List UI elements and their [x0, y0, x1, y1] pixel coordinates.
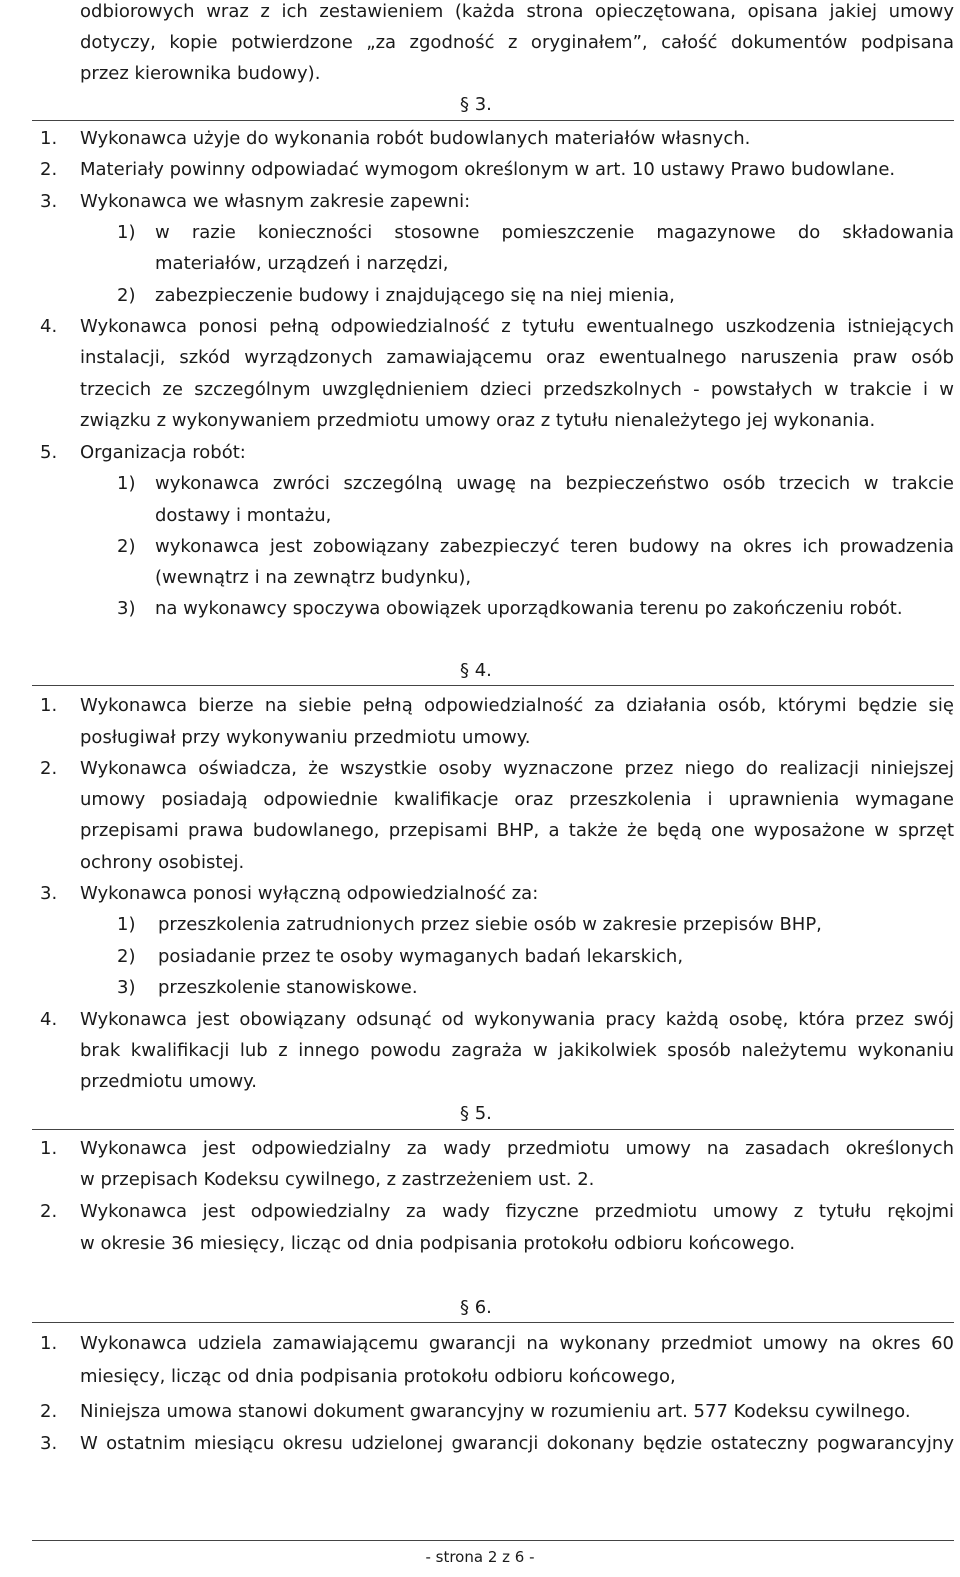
- footer-divider: [32, 1540, 954, 1541]
- paragraph-continuation: ochrony osobistej.: [80, 852, 245, 873]
- paragraph-continuation: instalacji, szkód wyrządzonych zamawiającemu oraz ewentualnego naruszenia praw osób: [80, 347, 954, 368]
- section-divider: [32, 685, 954, 686]
- paragraph: 3. Wykonawca ponosi wyłączną odpowiedzialność za:: [40, 883, 539, 904]
- page-number: - strona 2 z 6 -: [425, 1548, 535, 1566]
- paragraph: 4. Wykonawca jest obowiązany odsunąć od wykonywania pracy każdą osobę, która przez swój: [40, 1009, 954, 1030]
- list-item: 1) w razie konieczności stosowne pomieszczenie magazynowe do składowania: [117, 222, 954, 243]
- paragraph-continuation: posługiwał przy wykonywaniu przedmiotu umowy.: [80, 727, 531, 748]
- paragraph: 1. Wykonawca udziela zamawiającemu gwarancji na wykonany przedmiot umowy na okres 60: [40, 1333, 954, 1354]
- paragraph: 2. Wykonawca oświadcza, że wszystkie osoby wyznaczone przez niego do realizacji niniejszej: [40, 758, 954, 779]
- paragraph: 1. Wykonawca bierze na siebie pełną odpowiedzialność za działania osób, którymi będzie się: [40, 695, 954, 716]
- paragraph: 4. Wykonawca ponosi pełną odpowiedzialność z tytułu ewentualnego uszkodzenia istniejących: [40, 316, 954, 337]
- paragraph-continuation: w okresie 36 miesięcy, licząc od dnia podpisania protokołu odbioru końcowego.: [80, 1233, 796, 1254]
- list-item: 3) na wykonawcy spoczywa obowiązek uporządkowania terenu po zakończeniu robót.: [117, 598, 903, 619]
- paragraph-continuation: umowy posiadają odpowiednie kwalifikacje oraz przeszkolenia i uprawnienia wymagane: [80, 789, 954, 810]
- paragraph-continuation: związku z wykonywaniem przedmiotu umowy oraz z tytułu nienależytego jej wykonania.: [80, 410, 876, 431]
- text-line: przez kierownika budowy).: [80, 63, 321, 84]
- list-item: 1) wykonawca zwróci szczególną uwagę na bezpieczeństwo osób trzecich w trakcie: [117, 473, 954, 494]
- paragraph: 3. W ostatnim miesiącu okresu udzielonej gwarancji dokonany będzie ostateczny pogwarancyjny: [40, 1433, 954, 1454]
- section-heading-3: § 3.: [460, 94, 492, 115]
- paragraph: 2. Wykonawca jest odpowiedzialny za wady fizyczne przedmiotu umowy z tytułu rękojmi: [40, 1201, 954, 1222]
- list-item-continuation: dostawy i montażu,: [155, 505, 332, 526]
- list-item: 2) wykonawca jest zobowiązany zabezpieczyć teren budowy na okres ich prowadzenia: [117, 536, 954, 557]
- paragraph-continuation: brak kwalifikacji lub z innego powodu zagraża w jakikolwiek sposób należytemu wykonaniu: [80, 1040, 954, 1061]
- section-divider: [32, 1129, 954, 1130]
- paragraph-continuation: przepisami prawa budowlanego, przepisami BHP, a także że będą one wyposażone w sprzęt: [80, 820, 954, 841]
- section-divider: [32, 1322, 954, 1323]
- paragraph: 1. Wykonawca użyje do wykonania robót budowlanych materiałów własnych.: [40, 128, 751, 149]
- text-line: dotyczy, kopie potwierdzone „za zgodność z oryginałem”, całość dokumentów podpisana: [80, 32, 954, 53]
- section-heading-5: § 5.: [460, 1103, 492, 1124]
- paragraph-continuation: przedmiotu umowy.: [80, 1071, 257, 1092]
- list-item: 2) posiadanie przez te osoby wymaganych badań lekarskich,: [117, 946, 684, 967]
- list-item: 3) przeszkolenie stanowiskowe.: [117, 977, 418, 998]
- list-item-continuation: materiałów, urządzeń i narzędzi,: [155, 253, 449, 274]
- section-heading-4: § 4.: [460, 660, 492, 681]
- paragraph-continuation: trzecich ze szczególnym uwzględnieniem dzieci przedszkolnych - powstałych w trakcie i w: [80, 379, 954, 400]
- paragraph: 2. Materiały powinny odpowiadać wymogom określonym w art. 10 ustawy Prawo budowlane.: [40, 159, 896, 180]
- paragraph-continuation: w przepisach Kodeksu cywilnego, z zastrzeżeniem ust. 2.: [80, 1169, 595, 1190]
- section-divider: [32, 120, 954, 121]
- paragraph: 3. Wykonawca we własnym zakresie zapewni:: [40, 191, 471, 212]
- list-item: 2) zabezpieczenie budowy i znajdującego się na niej mienia,: [117, 285, 675, 306]
- paragraph: 2. Niniejsza umowa stanowi dokument gwarancyjny w rozumieniu art. 577 Kodeksu cywilnego.: [40, 1401, 911, 1422]
- text-line: odbiorowych wraz z ich zestawieniem (każda strona opieczętowana, opisana jakiej umowy: [80, 1, 954, 22]
- paragraph: 1. Wykonawca jest odpowiedzialny za wady przedmiotu umowy na zasadach określonych: [40, 1138, 954, 1159]
- list-item: 1) przeszkolenia zatrudnionych przez siebie osób w zakresie przepisów BHP,: [117, 914, 822, 935]
- section-heading-6: § 6.: [460, 1297, 492, 1318]
- list-item-continuation: (wewnątrz i na zewnątrz budynku),: [155, 567, 472, 588]
- paragraph-continuation: miesięcy, licząc od dnia podpisania protokołu odbioru końcowego,: [80, 1366, 676, 1387]
- paragraph: 5. Organizacja robót:: [40, 442, 246, 463]
